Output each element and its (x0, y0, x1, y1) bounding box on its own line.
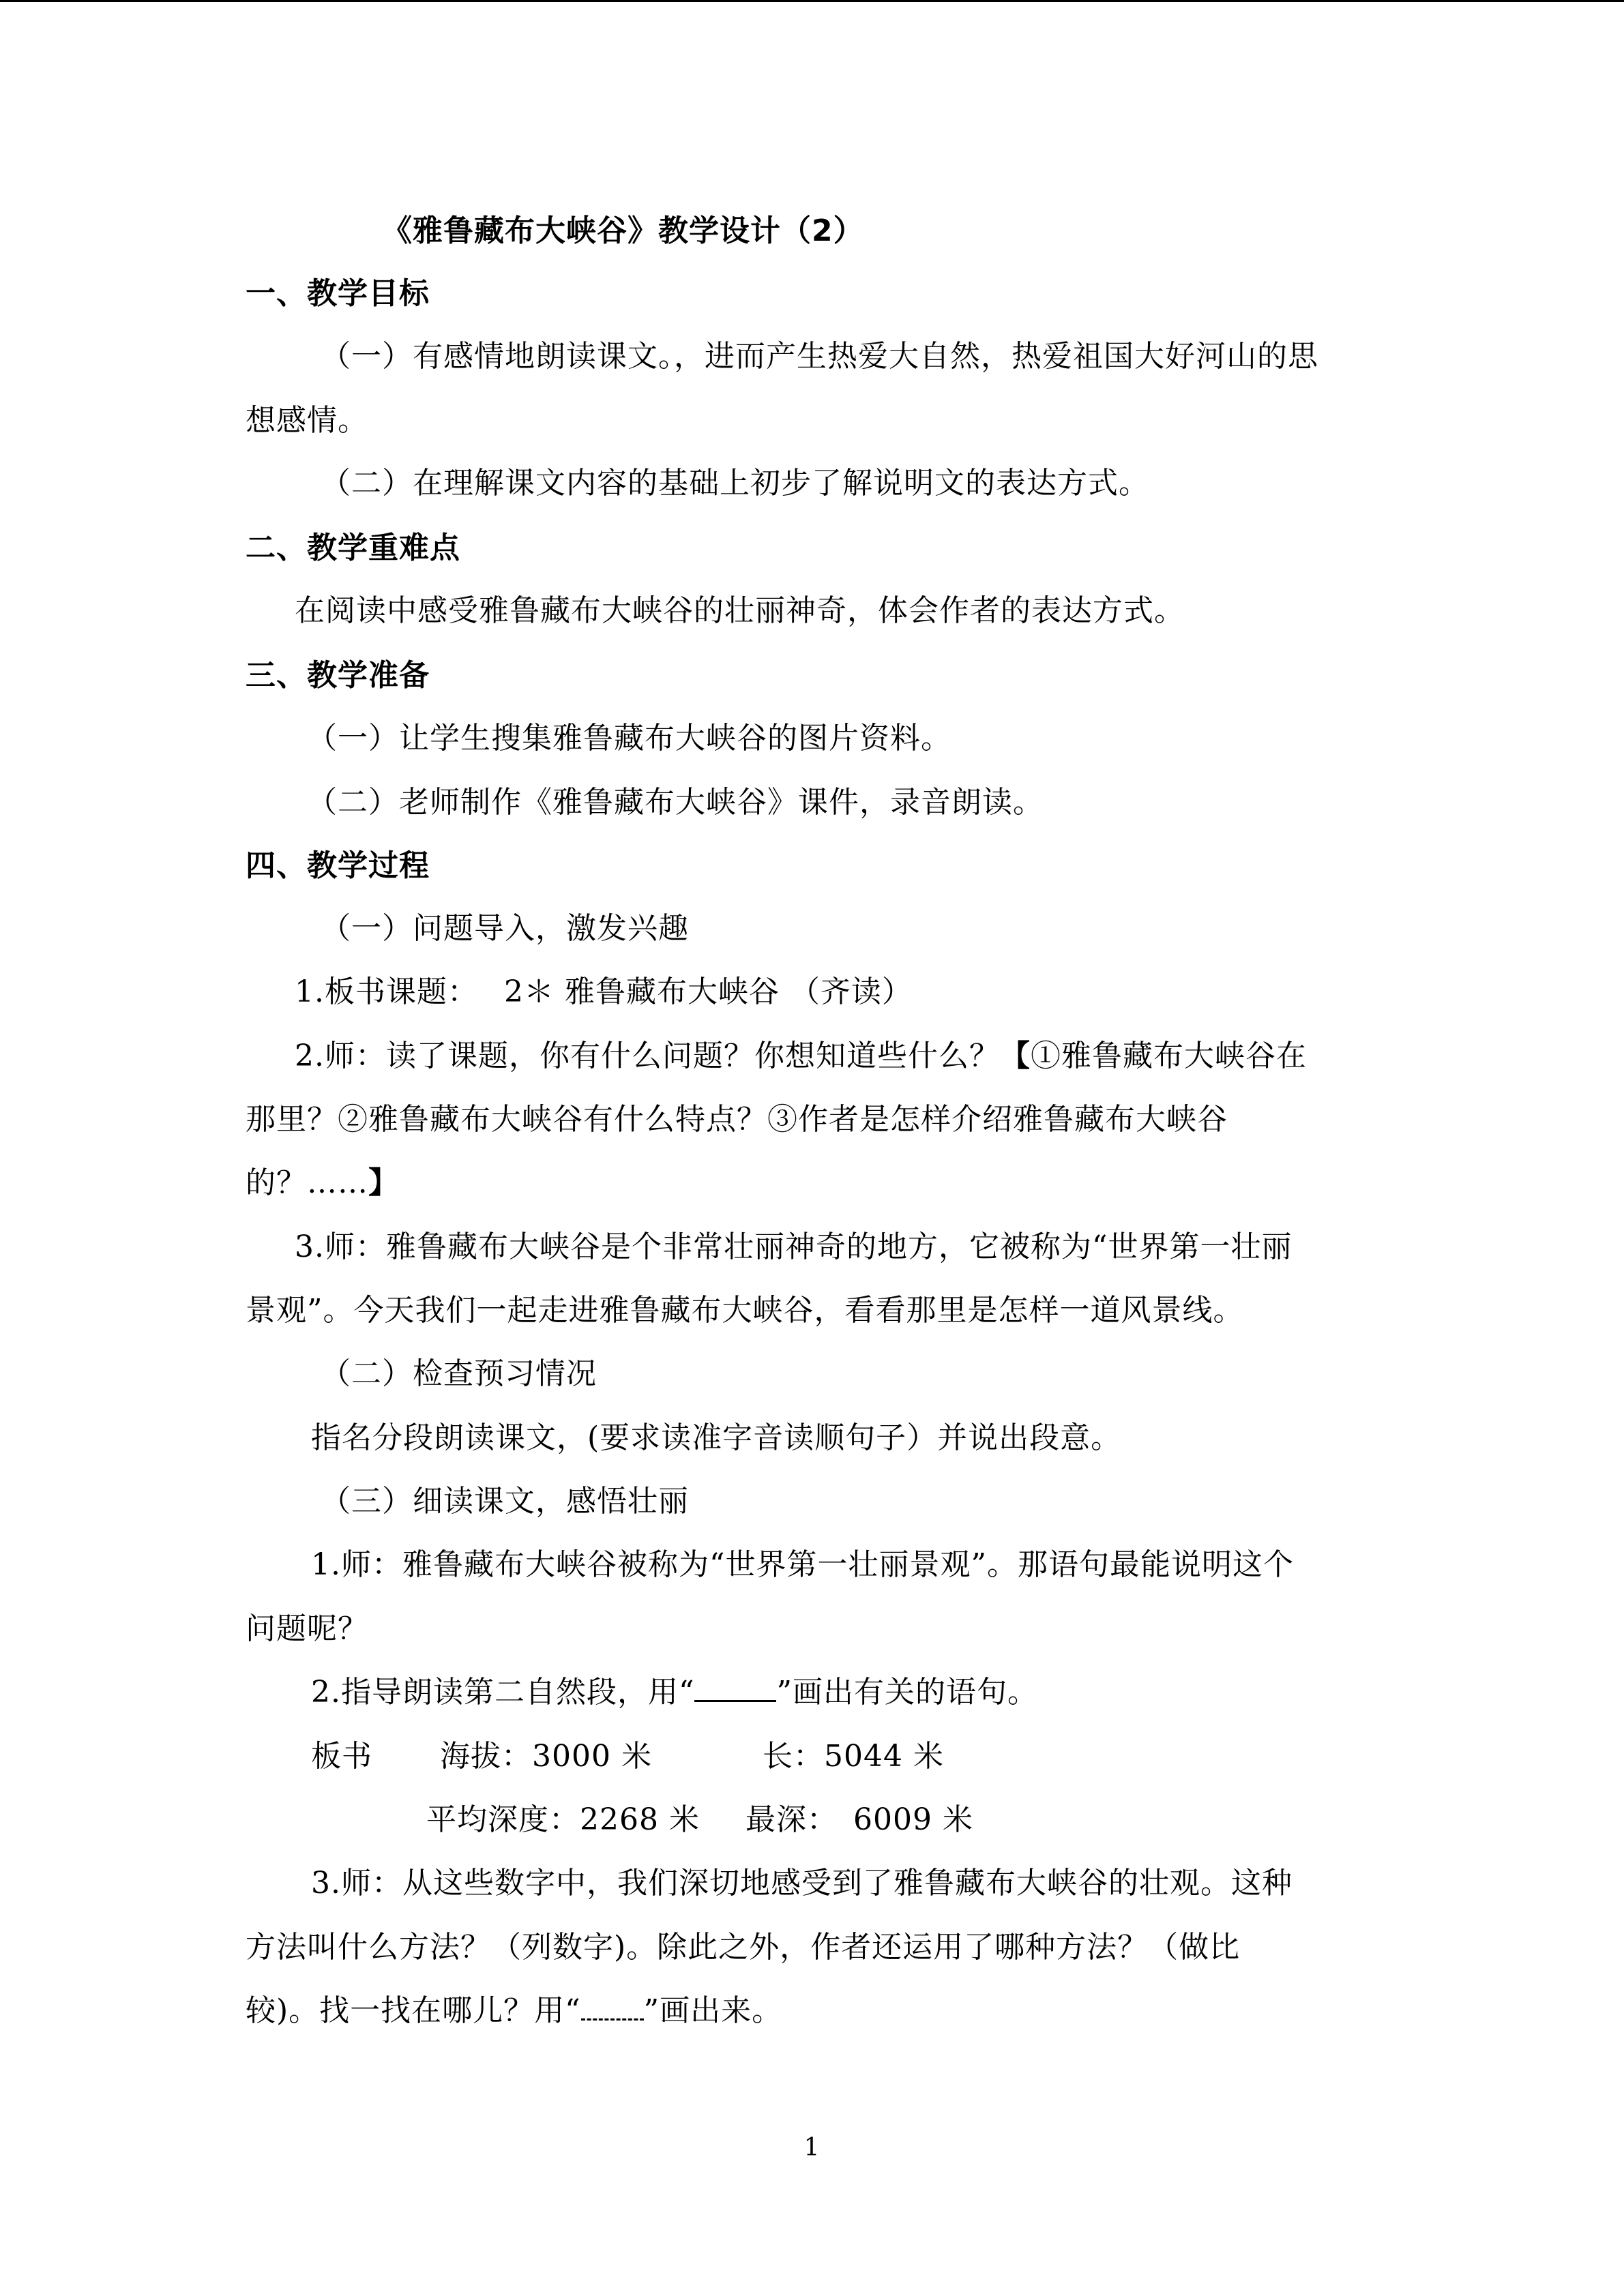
board-label: 板书 (311, 1739, 372, 1774)
goals-item1-line1: （一）有感情地朗读课文。，进而产生热爱大自然，热爱祖国大好河山的思 (321, 339, 1318, 374)
step2-close-bracket: 】 (368, 1165, 399, 1200)
process-part3-step3-line3 (246, 1991, 782, 2031)
step2-after-blank: ”画出有关的语句。 (776, 1675, 1038, 1710)
board-altitude: 海拔：3000 米 (440, 1739, 652, 1774)
section-heading-key-points: 二、教学重难点 (246, 531, 460, 565)
process-part3-step3-line2: 方法叫什么方法？（列数字)。除此之外，作者还运用了哪种方法？（做比 (246, 1930, 1241, 1965)
process-part3-step1-line2: 问题呢？ (246, 1611, 368, 1646)
step2-open-bracket: 【 (999, 1039, 1031, 1073)
process-part2-text: 指名分段朗读课文，(要求读准字音读顺句子）并说出段意。 (311, 1420, 1122, 1455)
dashed-underline-blank (581, 1994, 644, 2021)
process-step3-line2: 景观”。今天我们一起走进雅鲁藏布大峡谷，看看那里是怎样一道风景线。 (246, 1293, 1244, 1328)
section-heading-process: 四、教学过程 (246, 848, 430, 883)
process-part3-step3-line1: 3.师：从这些数字中，我们深切地感受到了雅鲁藏布大峡谷的壮观。这种 (311, 1866, 1293, 1900)
process-part3-step2 (311, 1673, 1038, 1712)
process-step1: 1.板书课题： 2＊ 雅鲁藏布大峡谷 （齐读） (295, 974, 913, 1009)
process-step3-line1: 3.师：雅鲁藏布大峡谷是个非常壮丽神奇的地方，它被称为“世界第一壮丽 (295, 1229, 1293, 1264)
preparation-item2: （二）老师制作《雅鲁藏布大峡谷》课件，录音朗读。 (307, 785, 1044, 820)
process-step2-line3 (246, 1163, 399, 1203)
process-step2-line1 (295, 1037, 1307, 1076)
solid-underline-blank (694, 1675, 776, 1702)
process-part2-title: （二）检查预习情况 (321, 1356, 597, 1391)
document-title: 《雅鲁藏布大峡谷》教学设计（2） (382, 213, 864, 248)
goals-item1-line2: 想感情。 (246, 403, 368, 438)
preparation-item1: （一）让学生搜集雅鲁藏布大峡谷的图片资料。 (307, 721, 951, 756)
process-part1-title: （一）问题导入，激发兴趣 (321, 911, 689, 946)
goals-item2: （二）在理解课文内容的基础上初步了解说明文的表达方式。 (321, 466, 1149, 501)
page-number: 1 (803, 2134, 820, 2162)
step3-after-blank: ”画出来。 (643, 1993, 783, 2028)
board-length: 长：5044 米 (763, 1739, 944, 1774)
board-max-depth: 最深： 6009 米 (745, 1802, 973, 1837)
step2-before-blank: 2.指导朗读第二自然段，用“ (311, 1675, 695, 1710)
step3-before-blank: 较)。找一找在哪儿？用“ (246, 1993, 581, 2028)
process-part3-title: （三）细读课文，感悟壮丽 (321, 1484, 689, 1519)
process-step2-line2: 那里？②雅鲁藏布大峡谷有什么特点？③作者是怎样介绍雅鲁藏布大峡谷 (246, 1102, 1228, 1137)
page-top-border (0, 0, 1624, 2)
process-part3-step1-line1: 1.师：雅鲁藏布大峡谷被称为“世界第一壮丽景观”。那语句最能说明这个 (311, 1547, 1294, 1582)
section-heading-goals: 一、教学目标 (246, 276, 430, 311)
board-avg-depth: 平均深度：2268 米 (426, 1802, 700, 1837)
step2-line1-text: 2.师：读了课题，你有什么问题？你想知道些什么？ (295, 1039, 1000, 1073)
key-points-text: 在阅读中感受雅鲁藏布大峡谷的壮丽神奇，体会作者的表达方式。 (295, 593, 1185, 628)
step2-line1-tail: ①雅鲁藏布大峡谷在 (1030, 1039, 1307, 1073)
section-heading-preparation: 三、教学准备 (246, 658, 430, 693)
step2-line3-text: 的？…… (246, 1165, 368, 1200)
